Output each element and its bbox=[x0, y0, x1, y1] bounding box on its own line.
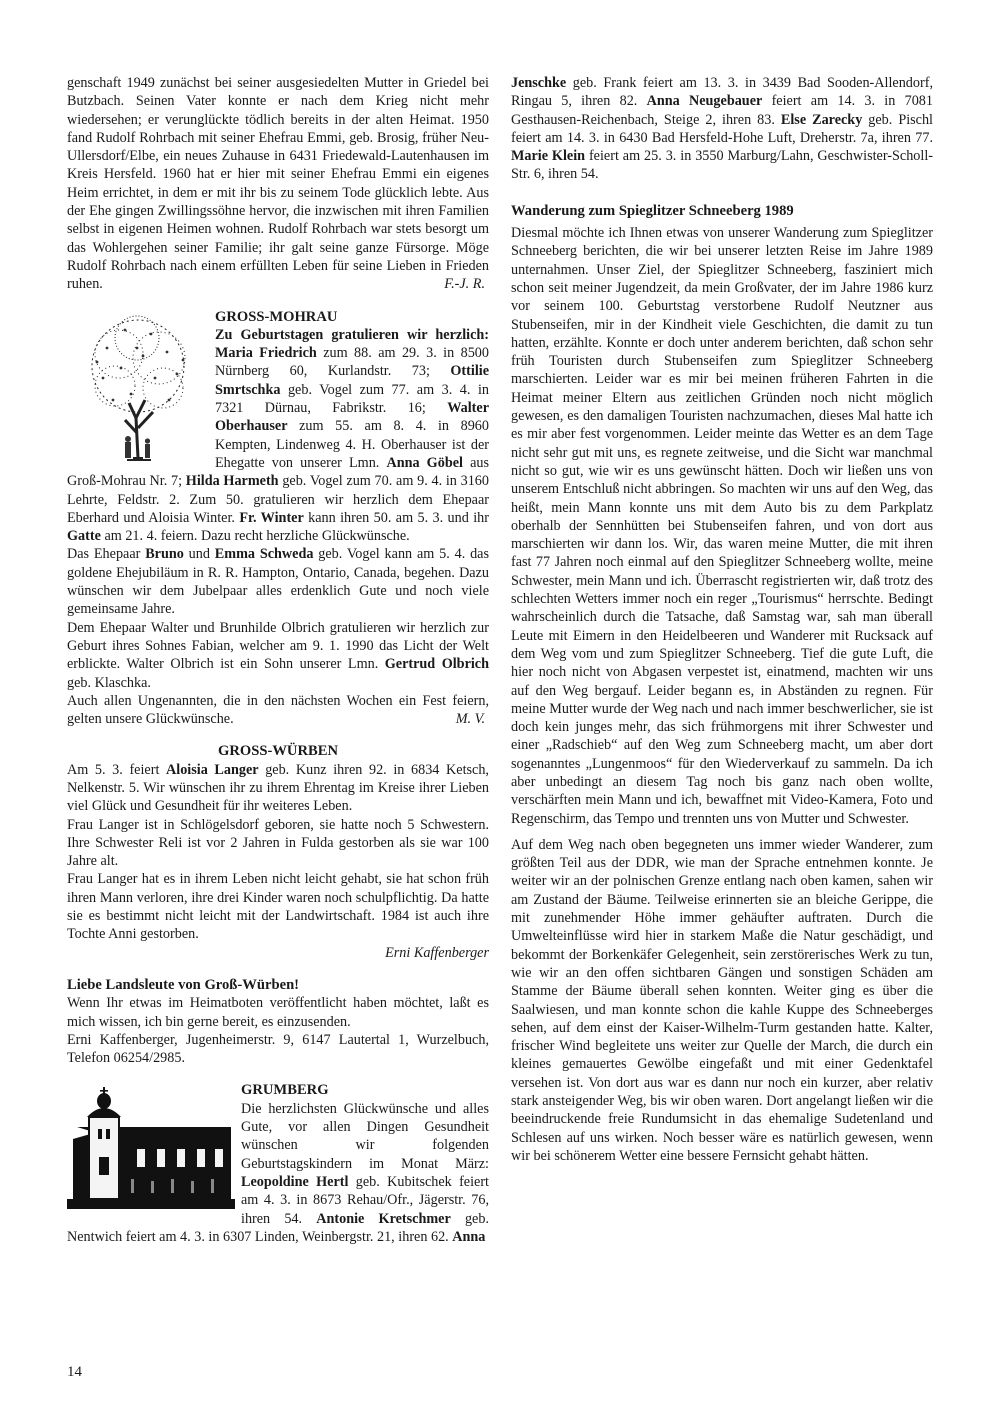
section-title: GROSS-WÜRBEN bbox=[217, 743, 338, 760]
left-column bbox=[67, 74, 489, 1246]
contact-address: Erni Kaffenberger, Jugenheimerstr. 9, 6147 Lautertal 1, Wurzelbuch, Telefon 06254/2985. bbox=[67, 1031, 489, 1067]
grumberg-continuation: Jenschke geb. Frank feiert am 13. 3. in 3439 Bad Sooden-Allendorf, Ringau 5, ihren 82. Anna Neugebauer feiert am 14. 3. in 7081 Gesthausen-Reichenbach, Steige 2, ihren 83. Else Zarecky geb. Pischl feiert am 14. 3. in 6430 Bad Hersfeld-Hohe Luft, Dreherstr. 7a, ihren 77. Marie Klein feiert am 25. 3. in 3550 Marburg/Lahn, Geschwister-Scholl-Str. 6, ihren 54. bbox=[511, 75, 933, 183]
section-signature: M. V. bbox=[455, 711, 485, 728]
golden-anniversary-paragraph: Das Ehepaar Bruno und Emma Schweda geb. Vogel kann am 5. 4. das goldene Ehejubiläum in R. R. Hampton, Ontario, Canada, begehen. Dazu wünschen wir dem Jubelpaar alles erdenklich Gute und noch viele gemeinsame Jahre. bbox=[67, 546, 489, 618]
birth-paragraph: Dem Ehepaar Walter und Brunhilde Olbrich gratulieren wir herzlich zur Geburt ihres Sohnes Fabian, welcher am 9. 1. 1990 das Licht der Welt erblickte. Walter Olbrich ist ein Sohn unserer Lmn. Gertrud Olbrich geb. Klaschka. bbox=[67, 619, 489, 691]
article-paragraph: Diesmal möchte ich Ihnen etwas von unserer Wanderung zum Spieglitzer Schneeberg berichten, die wir bei unserer letzten Reise im Jahre 1989 unternahmen. Unser Ziel, der Spieglitzer Schneeberg, fasziniert mich schon seit meiner Jugendzeit, da mein Großvater, der im Jahre 1986 kurz vor seinem 100. Geburtstag verstorbene Rudolf Neutzner aus Stubenseifen, mir in der Kindheit viele Geschichten, die damit zu tun hatten, erzählte. Konnte er doch unter anderem berichten, daß schon sehr früh Touristen durch Stubenseifen zum Spieglitzer Schneeberg marschierten. Leider war es mir bei meinen früheren Fahrten in die Heimat meiner Eltern aus zeitlichen Gründen noch nicht möglich gewesen, es den damaligen Touristen nachzumachen, dieses Mal hatte ich es mir aber fest vorgenommen. Leider meinte das Wetter es an dem Tage nicht sehr gut mit uns, es regnete zeitweise, und die Sicht war manchmal nicht so gut, wie wir es uns gewünscht hätten. Doch wir ließen uns von unserem Entschluß nicht abbringen. So machten wir uns auf den Weg, das heißt, mein Mann konnte uns mit dem Auto bis zu dem Parkplatz oberhalb der Sennhütten bei Stubenseifen fahren, und von dort aus marschierten wir dann los. Wir, das waren meine Mutter, die mit ihren fast 77 Jahren noch einmal auf den Spieglitzer Schneeberg wollte, meine Schwester, mein Mann und ich. Überrascht registrierten wir, daß trotz des schlechten Wetters immer noch ein reger „Tourismus“ herrschte. Bedingt wahrscheinlich durch die Tatsache, daß Samstag war, sah man überall Leute mit Eimern in den Heidelbeeren und Wanderer mit Rucksack auf dem Weg vom und zum Spieglitzer Schneeberg. Tief die gute Luft, die hier noch nicht von Abgasen verpestet ist, einatmend, machten wir uns auf den Weg bergauf. Leider begann es, in Abständen zu regnen. Für meine Mutter wurde der Weg nach und nach immer beschwerlicher, sie ist doch kein junges mehr, das sich frühmorgens mit ihrer Schwester und einer „Radschieb“ auf den Weg zum Schneeberg macht, um aber dort sogenanntes „Lungenmoos“ für den Wiederverkauf zu sammeln. Da ich aber unbedingt an diesem Tag noch bis ganz nach oben wollte, verschärften mein Mann und ich, bewaffnet mit Video-Kamera, Foto und Regenschirm, das Tempo und trennten uns von Mutter und Schwester. bbox=[511, 225, 933, 827]
paragraph: Am 5. 3. feiert Aloisia Langer geb. Kunz ihren 92. in 6834 Ketsch, Nelkenstr. 5. Wir wünschen ihr zu ihrem Ehrentag im Kreise ihrer Lieben viel Glück und Gesundheit für ihr weiteres Leben. bbox=[67, 761, 489, 815]
birthday-list: Die herzlichsten Glückwünsche und alles Gute, vor allen Dingen Gesundheit wünschen wir folgenden Geburtstagskindern im Monat März: Leopoldine Hertl geb. Kubitschek feiert am 4. 3. in 8673 Rehau/Ofr., Jägerstr. 76, ihren 54. Antonie Kretschmer geb. Nentwich feiert am 4. 3. in 6307 Linden, Weinbergstr. 21, ihren 62. Anna bbox=[67, 1100, 489, 1245]
section-title: Liebe Landsleute von Groß-Würben! bbox=[67, 976, 300, 993]
article-paragraph: Auf dem Weg nach oben begegneten uns immer wieder Wanderer, zum größten Teil aus der DDR, wie man der Sprache entnehmen konnte. Je weiter wir an der polnischen Grenze entlang nach oben kamen, sahen wir am Zustand der Bäume. Teilweise erinnerten sie an bleiche Gerippe, die mit zunehmender Höhe immer gehäufter auftraten. Durch die Umwelteinflüsse wird hier in starkem Maße die Natur geschädigt, und bekommt der Borkenkäfer Gelegenheit, sein zerstörerisches Werk zu tun, wie wir an den offen sichtbaren Gängen und sonstigen Schäden am Stamme der Bäume überall sehen konnten. Weiter ging es über die Saalwiesen, und man konnte schon die kahle Kuppe des Schneeberges sehen, auf dem einst der Kaiser-Wilhelm-Turm gestanden hatte. Kalter, frischer Wind begleitete uns weiter zur Quelle der March, die durch ein kleines gemauertes Gewölbe eingefaßt und mit einer Gedenktafel versehen ist. Von dort aus war es dann nur noch ein kurzer, aber relativ stark ansteigender Weg, bis wir oben waren. Dort angelangt ließen wir die beeindruckende freie Rundumsicht in das ehemalige Sudetenland und Schlesen auf uns wirken. Noch besser wäre es natürlich gewesen, wenn wir bei schönerem Wetter eine bessere Fernsicht gehabt hätten. bbox=[511, 836, 933, 1164]
church-illustration bbox=[67, 1087, 235, 1209]
obituary-signature: F.-J. R. bbox=[444, 276, 485, 293]
page-number: 14 bbox=[67, 1364, 82, 1380]
paragraph: Frau Langer ist in Schlögelsdorf geboren, sie hatte noch 5 Schwestern. Ihre Schwester Reli ist vor 2 Jahren in Fulda gestorben als sie war 100 Jahre alt. bbox=[67, 816, 489, 870]
section-gross-mohrau bbox=[67, 308, 489, 546]
section-signature: Erni Kaffenberger bbox=[385, 944, 489, 961]
section-title: GRUMBERG bbox=[241, 1082, 329, 1099]
section-gross-wuerben bbox=[67, 742, 489, 962]
section-title: GROSS-MOHRAU bbox=[215, 308, 338, 325]
section-wanderung bbox=[511, 202, 933, 1165]
section-notice-landsleute bbox=[67, 976, 489, 1067]
paragraph: Wenn Ihr etwas im Heimatboten veröffentlicht haben möchtet, laßt es mich wissen, ich bin gerne bereit, es einzusenden. bbox=[67, 995, 489, 1030]
birthday-list: Zu Geburtstagen gratulieren wir herzlich: Maria Friedrich zum 88. am 29. 3. in 8500 Nürnberg 60, Kurlandstr. 73; Ottilie Smrtschka geb. Vogel zum 77. am 3. 4. in 7321 Dürnau, Fabrikstr. 16; Walter Oberhauser zum 55. am 8. 4. in 8960 Kempten, Lindenweg 4. H. Oberhauser ist der Ehegatte von unserer Lmn. Anna Göbel aus Groß-Mohrau Nr. 7; Hilda Harmeth geb. Vogel zum 70. am 9. 4. in 3160 Lehrte, Feldstr. 2. Zum 50. gratulieren wir herzlich dem Ehepaar Eberhard und Aloisia Winter. Fr. Winter kann ihren 50. am 5. 3. und ihr Gatte am 21. 4. feiern. Dazu recht herzliche Glückwünsche. bbox=[67, 326, 489, 545]
paragraph: Frau Langer hat es in ihrem Leben nicht leicht gehabt, sie hat schon früh ihren Mann verloren, ihre drei Kinder waren noch schulpflichtig. Da hatte sie es bestimmt nicht leicht mit der Landwirtschaft. 1984 ist auch ihre Tochte Anni gestorben. bbox=[67, 871, 489, 943]
section-grumberg bbox=[67, 1081, 489, 1246]
tree-illustration bbox=[67, 308, 209, 466]
obituary-continuation: genschaft 1949 zunächst bei seiner ausgesiedelten Mutter in Griedel bei Butzbach. Seinen Vater konnte er nach dem Krieg nicht mehr wiedersehen; er verunglückte tödlich bereits in der alten Heimat. 1950 fand Rudolf Rohrbach mit seiner Ehefrau Emmi, geb. Brosig, früher Neu-Ullersdorf/Elbe, ein neues Zuhause in 6431 Friedewald-Lautenhausen im Kreis Hersfeld. 1960 hat er hier mit seiner Ehefrau Emmi ein eigenes Heim errichtet, in dem er mit ihr bis zu seinem Tode glücklich lebte. Aus der Ehe gingen Zwillingssöhne hervor, die inzwischen mit ihren Familien selbst in eigenen Heimen wohnen. Rudolf Rohrbach war stets besorgt um das Wohlergehen seiner Familie; ihr galt seine ganze Fürsorge. Möge Rudolf Rohrbach nach einem erfüllten Leben für seine Lieben in Frieden ruhen. F.-J. R. bbox=[67, 75, 489, 293]
right-column bbox=[511, 74, 933, 1165]
closing-wishes: Auch allen Ungenannten, die in den nächsten Wochen ein Fest feiern, gelten unsere Glückwünsche. M. V. bbox=[67, 692, 489, 728]
article-title: Wanderung zum Spieglitzer Schneeberg 1989 bbox=[511, 202, 794, 219]
